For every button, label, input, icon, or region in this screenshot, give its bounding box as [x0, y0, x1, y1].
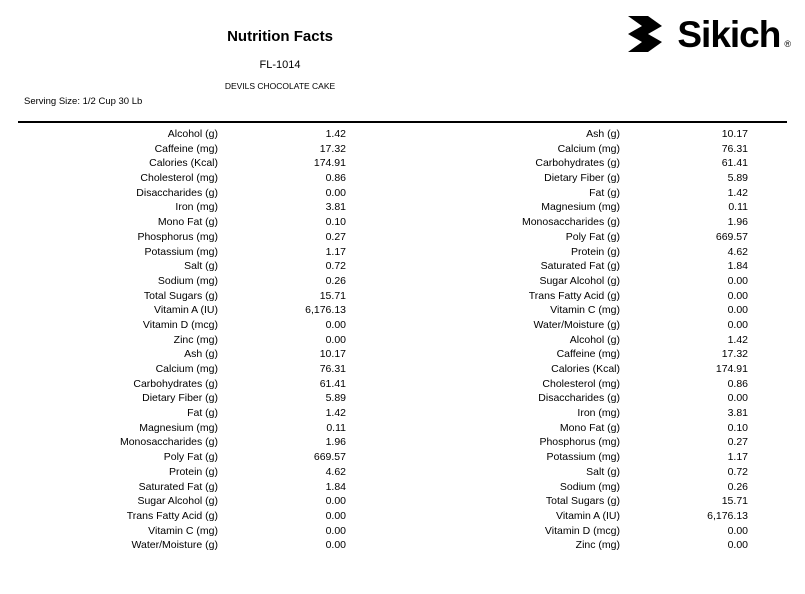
nutrient-row: [0, 466, 402, 481]
nutrient-label: Calcium (mg): [155, 363, 218, 375]
nutrient-row: [0, 216, 402, 231]
nutrient-label: Poly Fat (g): [163, 451, 218, 464]
nutrient-value: 10.17: [721, 128, 748, 140]
nutrient-label: Iron (mg): [577, 407, 620, 420]
sikich-chevron-logo-icon: [628, 14, 670, 54]
nutrient-row: [402, 525, 804, 540]
nutrient-label: Vitamin D (mcg): [142, 318, 218, 331]
nutrient-value: 0.11: [728, 201, 748, 214]
nutrient-row: [402, 231, 804, 246]
nutrient-value: 17.32: [721, 348, 748, 361]
nutrient-value: 1.96: [325, 436, 346, 449]
nutrient-value: 1.17: [727, 451, 748, 464]
nutrient-row: [402, 172, 804, 187]
nutrient-value: 0.00: [727, 524, 748, 537]
nutrient-value: 3.81: [325, 201, 346, 214]
nutrient-row: [0, 319, 402, 334]
nutrient-row: [402, 539, 804, 554]
nutrient-label: Poly Fat (g): [565, 230, 620, 243]
serving-size: Serving Size: 1/2 Cup 30 Lb: [24, 96, 143, 107]
nutrient-label: Ash (g): [184, 348, 218, 361]
nutrient-label: Fat (g): [187, 407, 218, 420]
nutrient-label: Vitamin A (IU): [556, 509, 620, 522]
nutrient-value: 4.62: [325, 465, 346, 478]
nutrient-value: 15.71: [721, 495, 748, 508]
nutrient-value: 0.10: [727, 421, 748, 434]
nutrient-label: Ash (g): [586, 128, 620, 140]
nutrient-label: Disaccharides (g): [538, 392, 620, 405]
nutrient-value: 0.26: [727, 480, 748, 493]
nutrient-row: [402, 422, 804, 437]
nutrient-row: [402, 348, 804, 363]
nutrient-row: [402, 378, 804, 393]
nutrient-value: 0.00: [727, 304, 748, 317]
nutrient-row: [402, 275, 804, 290]
nutrient-value: 174.91: [313, 157, 346, 170]
nutrient-label: Trans Fatty Acid (g): [528, 289, 620, 302]
nutrient-value: 0.86: [727, 377, 748, 390]
nutrient-row: [0, 290, 402, 305]
nutrient-label: Phosphorus (mg): [539, 436, 620, 449]
nutrient-value: 1.84: [727, 260, 748, 273]
nutrient-row: [0, 348, 402, 363]
nutrient-row: [402, 143, 804, 158]
nutrient-value: 5.89: [325, 392, 346, 405]
nutrient-value: 669.57: [715, 230, 748, 243]
nutrient-row: [402, 436, 804, 451]
nutrient-value: 0.00: [727, 274, 748, 287]
nutrient-label: Alcohol (g): [167, 128, 218, 140]
nutrient-value: 1.17: [325, 245, 346, 258]
nutrient-label: Magnesium (mg): [139, 421, 218, 434]
nutrient-label: Disaccharides (g): [136, 186, 218, 199]
nutrient-label: Zinc (mg): [575, 539, 620, 552]
nutrient-label: Dietary Fiber (g): [544, 172, 620, 185]
nutrient-label: Trans Fatty Acid (g): [126, 509, 218, 522]
nutrient-label: Magnesium (mg): [541, 201, 620, 214]
nutrient-label: Carbohydrates (g): [535, 157, 620, 170]
nutrient-value: 61.41: [319, 377, 346, 390]
nutrient-row: [0, 143, 402, 158]
nutrient-value: 0.27: [325, 230, 346, 243]
nutrient-label: Iron (mg): [175, 201, 218, 214]
nutrient-value: 0.00: [325, 318, 346, 331]
nutrient-label: Total Sugars (g): [545, 495, 620, 508]
nutrient-row: [0, 363, 402, 378]
nutrient-row: [0, 451, 402, 466]
nutrient-label: Phosphorus (mg): [137, 230, 218, 243]
nutrient-row: [0, 510, 402, 525]
nutrient-row: [402, 187, 804, 202]
nutrient-value: 1.84: [325, 480, 346, 493]
nutrient-label: Sodium (mg): [559, 480, 620, 493]
nutrient-label: Protein (g): [168, 465, 218, 478]
nutrient-row: [402, 495, 804, 510]
nutrient-row: [0, 495, 402, 510]
document-header: [0, 0, 805, 107]
header-divider: [18, 121, 787, 123]
nutrient-value: 76.31: [721, 142, 748, 155]
nutrient-value: 0.86: [325, 172, 346, 185]
nutrient-row: [402, 319, 804, 334]
nutrient-label: Protein (g): [570, 245, 620, 258]
nutrient-label: Sugar Alcohol (g): [137, 495, 218, 508]
nutrient-value: 0.00: [325, 333, 346, 346]
nutrient-row: [0, 172, 402, 187]
nutrient-row: [402, 246, 804, 261]
nutrient-row: [0, 187, 402, 202]
nutrient-row: [0, 157, 402, 172]
nutrient-row: [0, 231, 402, 246]
nutrient-value: 0.00: [727, 318, 748, 331]
nutrient-row: [402, 216, 804, 231]
item-description: DEVILS CHOCOLATE CAKE: [224, 81, 336, 91]
nutrient-label: Cholesterol (mg): [542, 377, 620, 390]
nutrient-value: 4.62: [727, 245, 748, 258]
nutrient-value: 0.00: [727, 289, 748, 302]
nutrient-value: 0.00: [325, 524, 346, 537]
nutrient-value: 76.31: [319, 363, 346, 375]
item-code: FL-1014: [259, 59, 301, 71]
nutrient-value: 3.81: [727, 407, 748, 420]
nutrient-label: Monosaccharides (g): [119, 436, 218, 449]
company-name: Sikich: [677, 13, 781, 55]
nutrient-row: [402, 128, 804, 143]
nutrient-row: [402, 363, 804, 378]
nutrient-label: Cholesterol (mg): [140, 172, 218, 185]
nutrient-value: 17.32: [319, 142, 346, 155]
nutrient-value: 1.42: [727, 333, 748, 346]
nutrient-value: 0.00: [727, 539, 748, 552]
nutrient-value: 0.26: [325, 274, 346, 287]
nutrient-value: 1.42: [325, 128, 346, 140]
nutrient-label: Water/Moisture (g): [131, 539, 218, 552]
nutrient-row: [0, 525, 402, 540]
nutrient-value: 1.42: [325, 407, 346, 420]
nutrient-label: Vitamin A (IU): [154, 304, 218, 317]
nutrient-label: Calories (Kcal): [149, 157, 218, 170]
nutrient-row: [0, 246, 402, 261]
nutrient-value: 6,176.13: [707, 509, 748, 522]
nutrient-value: 0.00: [325, 186, 346, 199]
nutrient-value: 61.41: [721, 157, 748, 170]
nutrition-columns: [0, 128, 805, 554]
nutrient-row: [0, 407, 402, 422]
nutrient-row: [402, 451, 804, 466]
nutrient-label: Dietary Fiber (g): [142, 392, 218, 405]
nutrient-row: [0, 392, 402, 407]
nutrient-row: [402, 157, 804, 172]
nutrient-label: Sodium (mg): [157, 274, 218, 287]
nutrient-row: [0, 201, 402, 216]
nutrient-label: Fat (g): [589, 186, 620, 199]
nutrient-label: Vitamin C (mg): [148, 524, 218, 537]
nutrient-label: Saturated Fat (g): [138, 480, 218, 493]
nutrient-row: [402, 334, 804, 349]
nutrient-label: Sugar Alcohol (g): [539, 274, 620, 287]
nutrient-row: [0, 436, 402, 451]
nutrient-row: [402, 392, 804, 407]
nutrient-row: [402, 201, 804, 216]
nutrient-label: Vitamin D (mcg): [544, 524, 620, 537]
nutrient-label: Salt (g): [184, 260, 218, 273]
nutrient-row: [0, 422, 402, 437]
nutrient-row: [0, 378, 402, 393]
nutrient-label: Calcium (mg): [557, 142, 620, 155]
nutrient-label: Vitamin C (mg): [550, 304, 620, 317]
nutrient-value: 0.10: [325, 216, 346, 229]
nutrition-right-column: [402, 128, 804, 554]
nutrient-row: [0, 304, 402, 319]
nutrient-row: [402, 407, 804, 422]
nutrient-row: [0, 275, 402, 290]
registered-trademark-symbol: ®: [784, 39, 791, 49]
nutrient-label: Mono Fat (g): [559, 421, 620, 434]
company-logo: [628, 14, 791, 54]
nutrient-value: 0.00: [325, 495, 346, 508]
nutrient-row: [402, 290, 804, 305]
nutrient-label: Calories (Kcal): [551, 363, 620, 375]
nutrient-row: [402, 510, 804, 525]
nutrient-value: 669.57: [313, 451, 346, 464]
nutrient-label: Caffeine (mg): [154, 142, 218, 155]
nutrient-value: 5.89: [727, 172, 748, 185]
nutrient-value: 0.00: [325, 509, 346, 522]
nutrient-label: Salt (g): [586, 465, 620, 478]
nutrient-value: 0.00: [325, 539, 346, 552]
nutrient-row: [402, 481, 804, 496]
nutrient-label: Potassium (mg): [546, 451, 620, 464]
nutrient-value: 10.17: [319, 348, 346, 361]
nutrient-value: 0.72: [325, 260, 346, 273]
nutrient-value: 0.11: [326, 421, 346, 434]
nutrient-value: 1.42: [727, 186, 748, 199]
nutrient-label: Alcohol (g): [569, 333, 620, 346]
nutrient-row: [402, 466, 804, 481]
nutrient-label: Caffeine (mg): [556, 348, 620, 361]
nutrient-value: 6,176.13: [305, 304, 346, 317]
nutrient-label: Saturated Fat (g): [540, 260, 620, 273]
page-title: Nutrition Facts: [227, 28, 333, 45]
nutrient-value: 0.27: [727, 436, 748, 449]
nutrient-label: Potassium (mg): [144, 245, 218, 258]
nutrient-label: Water/Moisture (g): [533, 318, 620, 331]
nutrient-value: 174.91: [715, 363, 748, 375]
nutrient-row: [0, 334, 402, 349]
nutrient-value: 0.00: [727, 392, 748, 405]
nutrient-row: [0, 539, 402, 554]
nutrient-row: [0, 260, 402, 275]
nutrition-left-column: [0, 128, 402, 554]
nutrient-row: [402, 304, 804, 319]
nutrient-row: [0, 128, 402, 143]
nutrient-row: [0, 481, 402, 496]
nutrient-label: Carbohydrates (g): [133, 377, 218, 390]
nutrient-value: 15.71: [319, 289, 346, 302]
nutrient-value: 0.72: [727, 465, 748, 478]
nutrient-label: Total Sugars (g): [143, 289, 218, 302]
nutrient-value: 1.96: [727, 216, 748, 229]
nutrient-row: [402, 260, 804, 275]
nutrient-label: Mono Fat (g): [157, 216, 218, 229]
nutrient-label: Monosaccharides (g): [521, 216, 620, 229]
nutrient-label: Zinc (mg): [173, 333, 218, 346]
